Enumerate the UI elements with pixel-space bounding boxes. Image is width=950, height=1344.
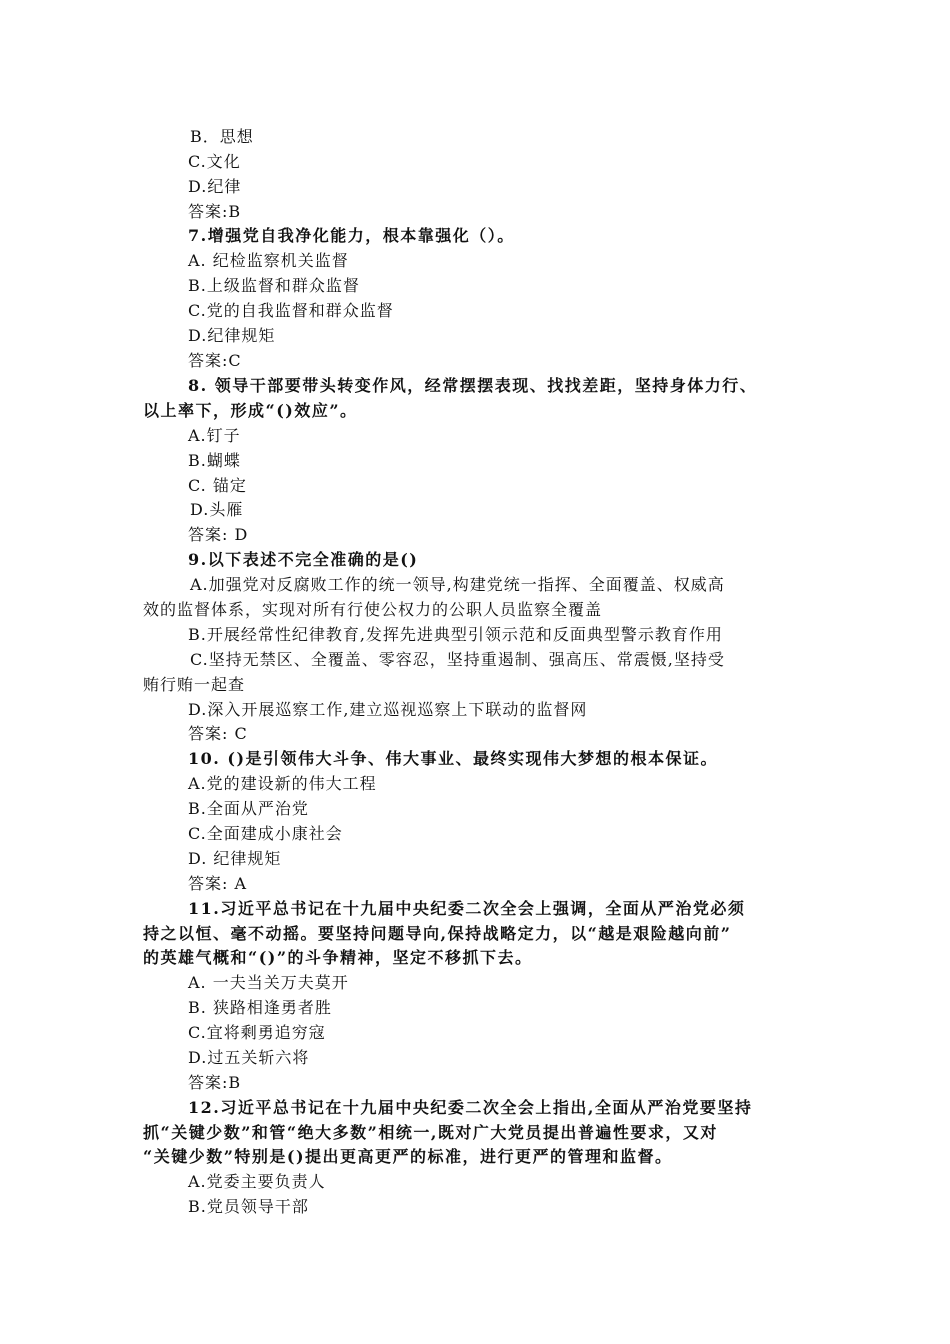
answer-line: 答案: D	[188, 525, 249, 544]
question-stem: 的英雄气概和“()”的斗争精神，坚定不移抓下去。	[143, 948, 533, 967]
option-line: C.坚持无禁区、全覆盖、零容忍，坚持重遏制、强高压、常震慑,坚持受	[190, 650, 725, 669]
answer-line: 答案: C	[188, 724, 248, 743]
question-stem: “关键少数”特别是()提出更高更严的标准，进行更严的管理和监督。	[143, 1147, 673, 1166]
question-stem: 9.以下表述不完全准确的是()	[188, 550, 419, 569]
answer-line: 答案:B	[188, 202, 242, 221]
option-line: B.开展经常性纪律教育,发挥先进典型引领示范和反面典型警示教育作用	[188, 625, 723, 644]
answer-line: 答案: A	[188, 874, 248, 893]
answer-line: 答案:B	[188, 1073, 242, 1092]
option-line: D.头雁	[190, 500, 244, 519]
option-line: C.全面建成小康社会	[188, 824, 343, 843]
option-line: B.党员领导干部	[188, 1197, 309, 1216]
option-line: D.过五关斩六将	[188, 1048, 310, 1067]
option-line: 效的监督体系，实现对所有行使公权力的公职人员监察全覆盖	[143, 600, 603, 619]
question-stem: 8. 领导干部要带头转变作风，经常摆摆表现、找找差距，坚持身体力行、	[188, 376, 758, 395]
option-line: D.纪律	[188, 177, 242, 196]
option-line: A.钉子	[188, 426, 241, 445]
question-stem: 10. ()是引领伟大斗争、伟大事业、最终实现伟大梦想的根本保证。	[188, 749, 719, 768]
question-stem: 抓“关键少数”和管“绝大多数”相统一,既对广大党员提出普遍性要求，又对	[143, 1123, 718, 1142]
option-line: A. 一夫当关万夫莫开	[188, 973, 349, 992]
answer-line: 答案:C	[188, 351, 242, 370]
option-line: B.上级监督和群众监督	[188, 276, 360, 295]
question-stem: 12.习近平总书记在十九届中央纪委二次全会上指出,全面从严治党要坚持	[188, 1098, 753, 1117]
option-line: B.蝴蝶	[188, 451, 241, 470]
option-line: C.文化	[188, 152, 241, 171]
option-line: A.党的建设新的伟大工程	[188, 774, 377, 793]
question-stem: 11.习近平总书记在十九届中央纪委二次全会上强调，全面从严治党必须	[188, 899, 746, 918]
option-line: A.加强党对反腐败工作的统一领导,构建党统一指挥、全面覆盖、权威高	[190, 575, 725, 594]
option-line: A.党委主要负责人	[188, 1172, 326, 1191]
option-line: C.宜将剩勇追穷寇	[188, 1023, 326, 1042]
option-line: B．思想	[190, 127, 254, 146]
option-line: D.纪律规矩	[188, 326, 276, 345]
option-line: 贿行贿一起查	[143, 675, 246, 694]
question-stem: 以上率下，形成“()效应”。	[143, 401, 358, 420]
question-stem: 持之以恒、毫不动摇。要坚持问题导向,保持战略定力，以“越是艰险越向前”	[143, 924, 732, 943]
option-line: C.党的自我监督和群众监督	[188, 301, 394, 320]
option-line: D.深入开展巡察工作,建立巡视巡察上下联动的监督网	[188, 700, 588, 719]
option-line: D. 纪律规矩	[188, 849, 282, 868]
option-line: B.全面从严治党	[188, 799, 309, 818]
option-line: B. 狭路相逢勇者胜	[188, 998, 332, 1017]
question-stem: 7.增强党自我净化能力，根本靠强化（）。	[188, 226, 515, 245]
option-line: A. 纪检监察机关监督	[188, 251, 349, 270]
option-line: C. 锚定	[188, 476, 247, 495]
